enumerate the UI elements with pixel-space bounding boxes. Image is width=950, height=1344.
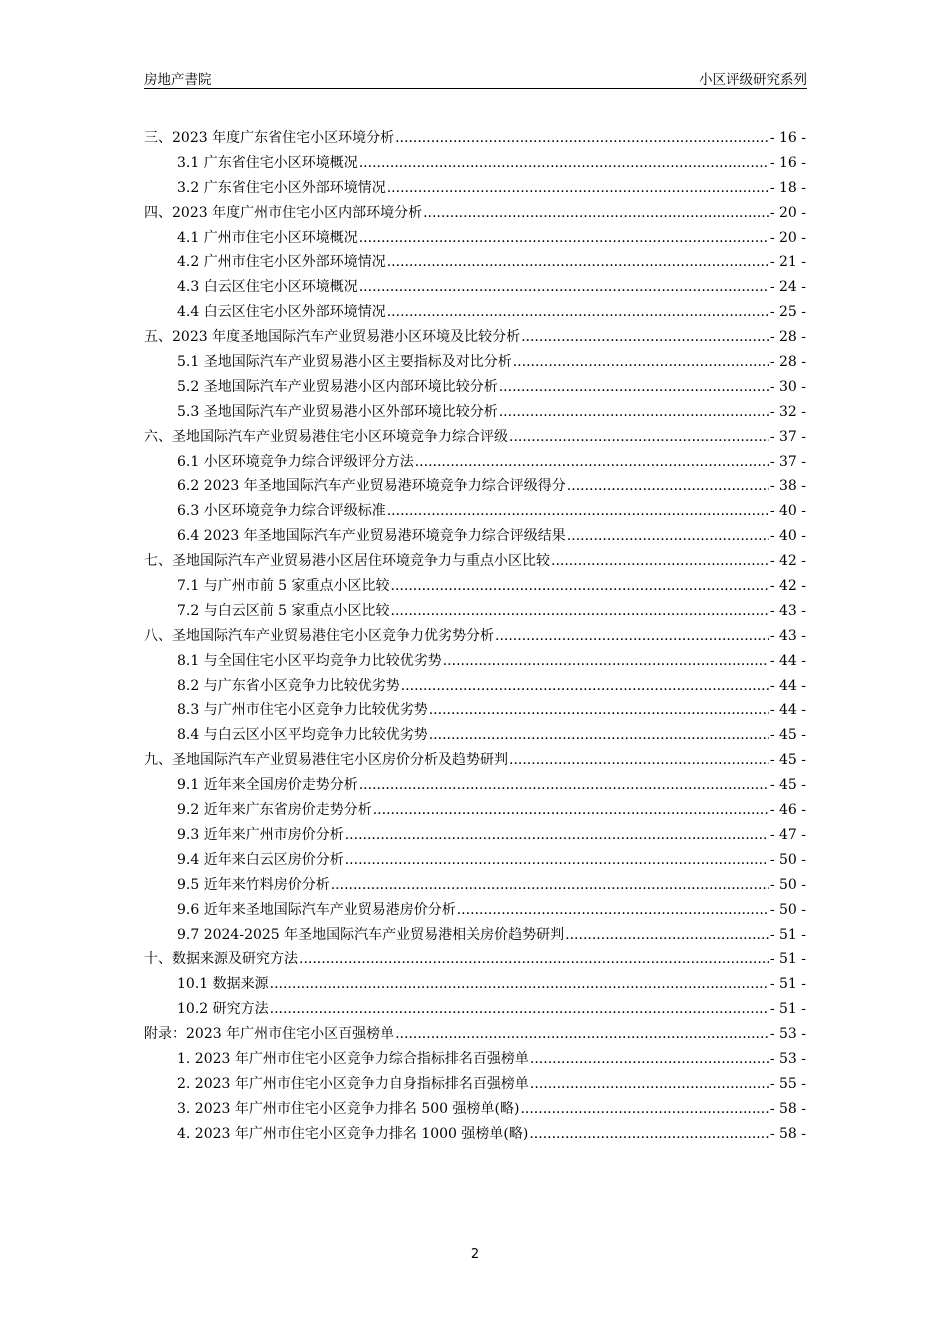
- dot-leader: [521, 329, 769, 345]
- toc-page-number: - 18 -: [769, 179, 806, 196]
- toc-entry-title: 4.2 广州市住宅小区外部环境情况: [177, 254, 386, 271]
- toc-entry-title: 5.3 圣地国际汽车产业贸易港小区外部环境比较分析: [177, 403, 498, 420]
- table-of-contents: [144, 127, 806, 1148]
- toc-entry-title: 6.2 2023 年圣地国际汽车产业贸易港环境竞争力综合评级得分: [177, 478, 566, 495]
- toc-entry-title: 4.1 广州市住宅小区环境概况: [177, 229, 358, 246]
- toc-section-entry[interactable]: [144, 276, 806, 301]
- toc-section-entry[interactable]: [144, 401, 806, 426]
- toc-entry-title: 4.3 白云区住宅小区环境概况: [177, 279, 358, 296]
- dot-leader: [499, 404, 769, 420]
- dot-leader: [429, 727, 769, 743]
- toc-entry-title: 8.1 与全国住宅小区平均竞争力比较优劣势: [177, 652, 442, 669]
- toc-page-number: - 58 -: [769, 1100, 806, 1117]
- toc-page-number: - 28 -: [769, 329, 806, 346]
- toc-section-entry[interactable]: [144, 1048, 806, 1073]
- toc-section-entry[interactable]: [144, 351, 806, 376]
- toc-section-entry[interactable]: [144, 1098, 806, 1123]
- dot-leader: [529, 1126, 768, 1142]
- toc-page-number: - 51 -: [769, 1001, 806, 1018]
- dot-leader: [345, 827, 769, 843]
- toc-entry-title: 10.2 研究方法: [177, 1001, 269, 1018]
- toc-page-number: - 55 -: [769, 1075, 806, 1092]
- toc-page-number: - 42 -: [769, 578, 806, 595]
- dot-leader: [520, 1101, 768, 1117]
- toc-entry-title: 9.3 近年来广州市房价分析: [177, 826, 344, 843]
- dot-leader: [359, 155, 769, 171]
- toc-section-entry[interactable]: [144, 699, 806, 724]
- toc-entry-title: 9.2 近年来广东省房价走势分析: [177, 802, 372, 819]
- toc-page-number: - 51 -: [769, 951, 806, 968]
- dot-leader: [345, 852, 769, 868]
- toc-entry-title: 9.7 2024-2025 年圣地国际汽车产业贸易港相关房价趋势研判: [177, 926, 565, 943]
- toc-entry-title: 9.5 近年来竹料房价分析: [177, 876, 330, 893]
- toc-page-number: - 51 -: [769, 976, 806, 993]
- toc-entry-title: 3.2 广东省住宅小区外部环境情况: [177, 179, 386, 196]
- header-series-title: 小区评级研究系列: [699, 72, 807, 88]
- toc-entry-title: 4.4 白云区住宅小区外部环境情况: [177, 304, 386, 321]
- toc-section-entry[interactable]: [144, 874, 806, 899]
- toc-page-number: - 44 -: [769, 677, 806, 694]
- toc-entry-title: 9.6 近年来圣地国际汽车产业贸易港房价分析: [177, 901, 456, 918]
- toc-entry-title: 3. 2023 年广州市住宅小区竞争力排名 500 强榜单(略): [177, 1100, 520, 1117]
- dot-leader: [509, 429, 769, 445]
- dot-leader: [395, 130, 769, 146]
- dot-leader: [551, 553, 769, 569]
- toc-entry-title: 3.1 广东省住宅小区环境概况: [177, 154, 358, 171]
- header-publisher: 房地产書院: [144, 72, 212, 88]
- toc-page-number: - 45 -: [769, 727, 806, 744]
- toc-section-entry[interactable]: [144, 500, 806, 525]
- page-number: 2: [470, 1247, 480, 1262]
- toc-page-number: - 38 -: [769, 478, 806, 495]
- toc-chapter-entry[interactable]: [144, 749, 806, 774]
- dot-leader: [530, 1076, 769, 1092]
- toc-entry-title: 三、2023 年度广东省住宅小区环境分析: [144, 130, 395, 146]
- toc-entry-title: 9.4 近年来白云区房价分析: [177, 851, 344, 868]
- dot-leader: [567, 528, 769, 544]
- toc-entry-title: 4. 2023 年广州市住宅小区竞争力排名 1000 强榜单(略): [177, 1125, 529, 1142]
- toc-entry-title: 5.2 圣地国际汽车产业贸易港小区内部环境比较分析: [177, 378, 498, 395]
- toc-section-entry[interactable]: [144, 724, 806, 749]
- page-header: [144, 66, 807, 89]
- toc-section-entry[interactable]: [144, 824, 806, 849]
- toc-section-entry[interactable]: [144, 575, 806, 600]
- toc-page-number: - 43 -: [769, 602, 806, 619]
- toc-page-number: - 53 -: [769, 1026, 806, 1043]
- dot-leader: [429, 702, 769, 718]
- toc-page-number: - 20 -: [769, 229, 806, 246]
- toc-page-number: - 24 -: [769, 279, 806, 296]
- toc-section-entry[interactable]: [144, 924, 806, 949]
- toc-entry-title: 5.1 圣地国际汽车产业贸易港小区主要指标及对比分析: [177, 354, 512, 371]
- toc-page-number: - 37 -: [769, 453, 806, 470]
- dot-leader: [299, 951, 769, 967]
- toc-entry-title: 六、圣地国际汽车产业贸易港住宅小区环境竞争力综合评级: [144, 428, 508, 445]
- dot-leader: [359, 230, 769, 246]
- toc-section-entry[interactable]: [144, 998, 806, 1023]
- toc-section-entry[interactable]: [144, 675, 806, 700]
- toc-chapter-entry[interactable]: [144, 426, 806, 451]
- toc-page-number: - 37 -: [769, 428, 806, 445]
- dot-leader: [415, 454, 769, 470]
- toc-section-entry[interactable]: [144, 227, 806, 252]
- dot-leader: [373, 802, 769, 818]
- dot-leader: [565, 927, 769, 943]
- dot-leader: [495, 628, 769, 644]
- dot-leader: [391, 603, 769, 619]
- toc-page-number: - 30 -: [769, 378, 806, 395]
- toc-entry-title: 四、2023 年度广州市住宅小区内部环境分析: [144, 204, 423, 221]
- toc-chapter-entry[interactable]: [144, 625, 806, 650]
- dot-leader: [270, 1001, 769, 1017]
- toc-entry-title: 1. 2023 年广州市住宅小区竞争力综合指标排名百强榜单: [177, 1050, 529, 1067]
- dot-leader: [509, 752, 769, 768]
- toc-section-entry[interactable]: [144, 600, 806, 625]
- toc-page-number: - 16 -: [769, 154, 806, 171]
- toc-page-number: - 40 -: [769, 528, 806, 545]
- dot-leader: [401, 678, 769, 694]
- toc-section-entry[interactable]: [144, 152, 806, 177]
- toc-page-number: - 47 -: [769, 826, 806, 843]
- toc-entry-title: 五、2023 年度圣地国际汽车产业贸易港小区环境及比较分析: [144, 329, 521, 346]
- toc-entry-title: 八、圣地国际汽车产业贸易港住宅小区竞争力优劣势分析: [144, 627, 494, 644]
- toc-chapter-entry[interactable]: [144, 127, 806, 152]
- dot-leader: [331, 877, 769, 893]
- toc-page-number: - 58 -: [769, 1125, 806, 1142]
- toc-chapter-entry[interactable]: [144, 948, 806, 973]
- dot-leader: [359, 777, 769, 793]
- toc-section-entry[interactable]: [144, 177, 806, 202]
- toc-page-number: - 44 -: [769, 702, 806, 719]
- dot-leader: [443, 653, 769, 669]
- toc-entry-title: 8.4 与白云区小区平均竞争力比较优劣势: [177, 727, 428, 744]
- dot-leader: [391, 578, 769, 594]
- dot-leader: [387, 503, 769, 519]
- toc-chapter-entry[interactable]: [144, 550, 806, 575]
- toc-page-number: - 42 -: [769, 553, 806, 570]
- toc-page-number: - 25 -: [769, 304, 806, 321]
- toc-entry-title: 2. 2023 年广州市住宅小区竞争力自身指标排名百强榜单: [177, 1075, 529, 1092]
- dot-leader: [387, 254, 769, 270]
- toc-chapter-entry[interactable]: [144, 1023, 806, 1048]
- dot-leader: [270, 976, 769, 992]
- toc-section-entry[interactable]: [144, 451, 806, 476]
- toc-entry-title: 6.4 2023 年圣地国际汽车产业贸易港环境竞争力综合评级结果: [177, 528, 566, 545]
- toc-entry-title: 8.2 与广东省小区竞争力比较优劣势: [177, 677, 400, 694]
- dot-leader: [567, 478, 769, 494]
- toc-chapter-entry[interactable]: [144, 326, 806, 351]
- toc-entry-title: 附录：2023 年广州市住宅小区百强榜单: [144, 1026, 395, 1043]
- toc-page-number: - 28 -: [769, 354, 806, 371]
- dot-leader: [513, 354, 769, 370]
- toc-page-number: - 32 -: [769, 403, 806, 420]
- toc-page-number: - 21 -: [769, 254, 806, 271]
- toc-section-entry[interactable]: [144, 475, 806, 500]
- dot-leader: [387, 180, 769, 196]
- toc-entry-title: 9.1 近年来全国房价走势分析: [177, 777, 358, 794]
- toc-page-number: - 51 -: [769, 926, 806, 943]
- toc-page-number: - 50 -: [769, 901, 806, 918]
- dot-leader: [395, 1026, 769, 1042]
- toc-page-number: - 40 -: [769, 503, 806, 520]
- toc-page-number: - 43 -: [769, 627, 806, 644]
- toc-page-number: - 46 -: [769, 802, 806, 819]
- dot-leader: [457, 902, 769, 918]
- toc-section-entry[interactable]: [144, 301, 806, 326]
- toc-page-number: - 45 -: [769, 752, 806, 769]
- toc-entry-title: 6.3 小区环境竞争力综合评级标准: [177, 503, 386, 520]
- toc-section-entry[interactable]: [144, 899, 806, 924]
- dot-leader: [359, 279, 769, 295]
- toc-chapter-entry[interactable]: [144, 202, 806, 227]
- toc-section-entry[interactable]: [144, 1073, 806, 1098]
- toc-section-entry[interactable]: [144, 650, 806, 675]
- toc-section-entry[interactable]: [144, 973, 806, 998]
- dot-leader: [387, 304, 769, 320]
- toc-section-entry[interactable]: [144, 849, 806, 874]
- toc-section-entry[interactable]: [144, 525, 806, 550]
- toc-section-entry[interactable]: [144, 251, 806, 276]
- dot-leader: [423, 205, 769, 221]
- toc-entry-title: 8.3 与广州市住宅小区竞争力比较优劣势: [177, 702, 428, 719]
- toc-entry-title: 十、数据来源及研究方法: [144, 951, 298, 968]
- toc-section-entry[interactable]: [144, 799, 806, 824]
- toc-page-number: - 44 -: [769, 652, 806, 669]
- toc-section-entry[interactable]: [144, 1123, 806, 1148]
- toc-entry-title: 10.1 数据来源: [177, 976, 269, 993]
- toc-section-entry[interactable]: [144, 774, 806, 799]
- toc-page-number: - 16 -: [769, 130, 806, 146]
- toc-page-number: - 53 -: [769, 1050, 806, 1067]
- toc-entry-title: 6.1 小区环境竞争力综合评级评分方法: [177, 453, 414, 470]
- toc-entry-title: 7.2 与白云区前 5 家重点小区比较: [177, 602, 390, 619]
- toc-page-number: - 50 -: [769, 851, 806, 868]
- dot-leader: [530, 1051, 769, 1067]
- toc-page-number: - 50 -: [769, 876, 806, 893]
- dot-leader: [499, 379, 769, 395]
- toc-page-number: - 20 -: [769, 204, 806, 221]
- toc-entry-title: 七、圣地国际汽车产业贸易港小区居住环境竞争力与重点小区比较: [144, 553, 550, 570]
- toc-entry-title: 7.1 与广州市前 5 家重点小区比较: [177, 578, 390, 595]
- toc-page-number: - 45 -: [769, 777, 806, 794]
- toc-entry-title: 九、圣地国际汽车产业贸易港住宅小区房价分析及趋势研判: [144, 752, 508, 769]
- toc-section-entry[interactable]: [144, 376, 806, 401]
